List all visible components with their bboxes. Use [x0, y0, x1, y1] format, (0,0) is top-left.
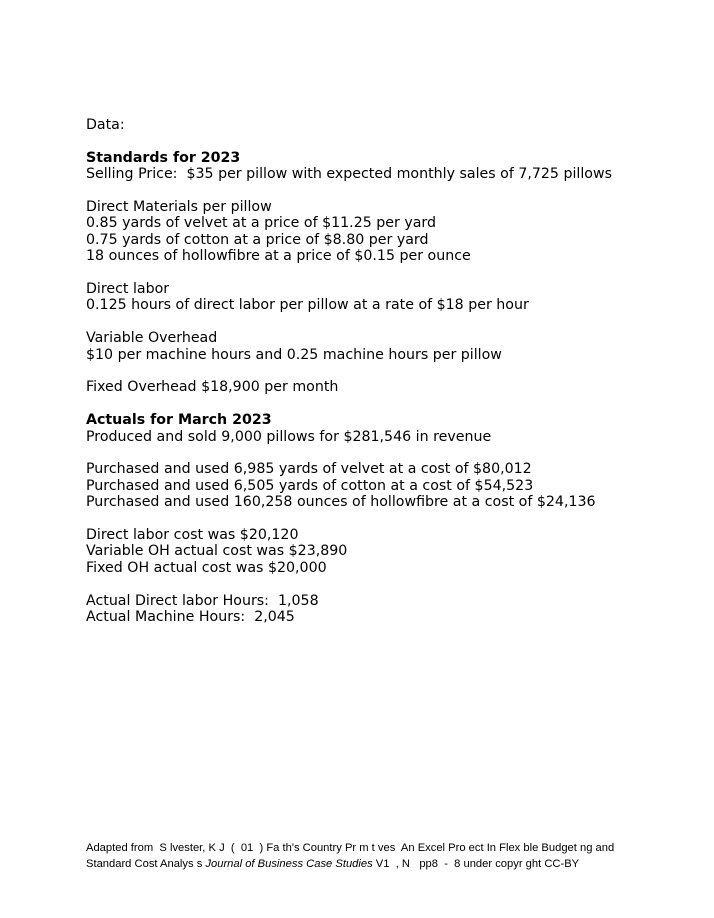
fixed-overhead-line: Fixed Overhead $18,900 per month	[86, 379, 339, 396]
spacer	[86, 265, 686, 281]
spacer	[86, 314, 686, 330]
cost-line: Direct labor cost was $20,120	[86, 527, 299, 544]
footer-citation: S lvester, K J ( 01 ) Fa th's Country Pr m t ves	[156, 842, 399, 854]
actuals-heading: Actuals for March 2023	[86, 412, 272, 429]
spacer	[86, 445, 686, 461]
purchase-line: Purchased and used 160,258 ounces of hollowfibre at a cost of $24,136	[86, 494, 596, 511]
cost-line: Variable OH actual cost was $23,890	[86, 543, 348, 560]
direct-materials-item: 0.75 yards of cotton at a price of $8.80 per yard	[86, 231, 429, 248]
attribution-footer	[86, 840, 666, 872]
purchase-line: Purchased and used 6,505 yards of cotton at a cost of $54,523	[86, 477, 534, 494]
spacer	[86, 511, 686, 527]
standards-heading: Standards for 2023	[86, 149, 241, 166]
direct-materials-title: Direct Materials per pillow	[86, 199, 272, 215]
direct-materials-item: 18 ounces of hollowfibre at a price of $0.15 per ounce	[86, 248, 471, 265]
purchase-line: Purchased and used 6,985 yards of velvet at a cost of $80,012	[86, 461, 532, 478]
variable-overhead-title: Variable Overhead	[86, 330, 218, 347]
direct-labor-text: 0.125 hours of direct labor per pillow at a rate of $18 per hour	[86, 297, 529, 314]
variable-overhead-text: $10 per machine hours and 0.25 machine hours per pillow	[86, 346, 502, 363]
direct-labor-title: Direct labor	[86, 281, 170, 298]
spacer	[86, 183, 686, 199]
spacer	[86, 363, 686, 379]
hours-line: Actual Machine Hours: 2,045	[86, 609, 295, 626]
direct-materials-item: 0.85 yards of velvet at a price of $11.25 per yard	[86, 215, 437, 232]
cost-line: Fixed OH actual cost was $20,000	[86, 559, 327, 576]
footer-line-2	[86, 856, 666, 872]
footer-title: An Excel Pro ect In Flex ble Budget ng and	[398, 842, 615, 854]
production-line: Produced and sold 9,000 pillows for $281,546 in revenue	[86, 428, 492, 445]
hours-line: Actual Direct labor Hours: 1,058	[86, 592, 319, 609]
footer-title-end: Standard Cost Analys s	[86, 858, 206, 870]
spacer	[86, 576, 686, 592]
footer-line-1	[86, 840, 666, 856]
data-label: Data:	[86, 117, 125, 133]
spacer	[86, 133, 686, 149]
footer-journal: Journal of Business Case Studies	[205, 858, 373, 870]
spacer	[86, 396, 686, 412]
selling-price-line: Selling Price: $35 per pillow with expected monthly sales of 7,725 pillows	[86, 166, 612, 183]
footer-license: V1 , N pp8 - 8 under copyr ght CC-BY	[372, 858, 580, 870]
footer-prefix: Adapted from	[86, 842, 157, 854]
document-body	[86, 117, 686, 625]
